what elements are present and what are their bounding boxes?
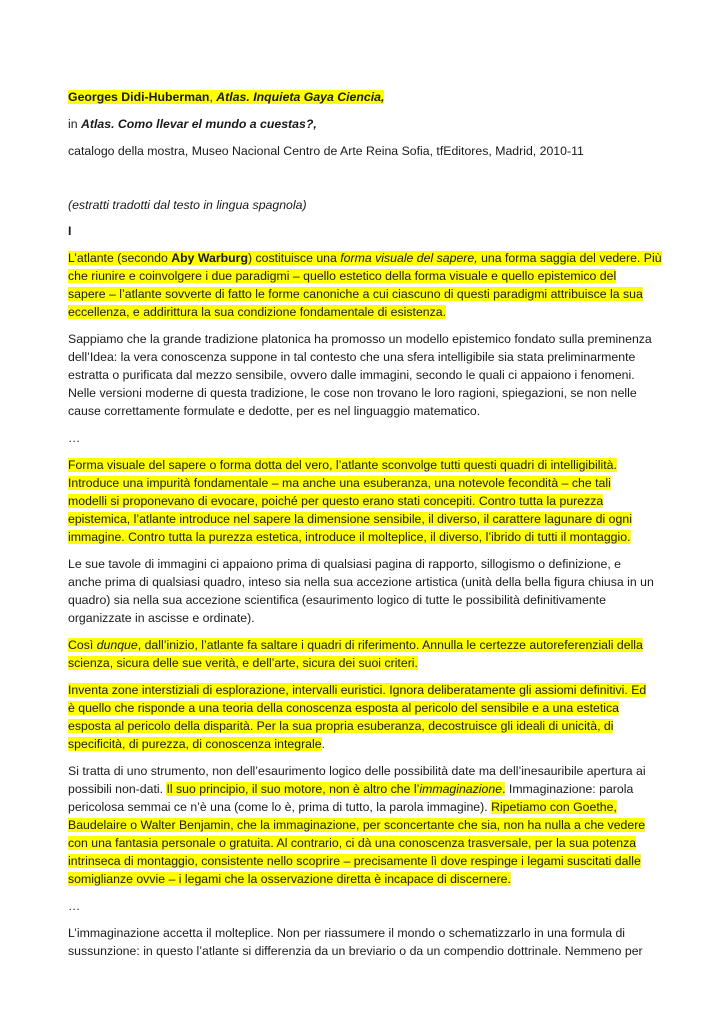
translation-note: (estratti tradotti dal testo in lingua spagnola) xyxy=(68,198,307,212)
citation-line: Georges Didi-Huberman, Atlas. Inquieta Gaya Ciencia, xyxy=(68,90,385,104)
catalog-line: catalogo della mostra, Museo Nacional Centro de Arte Reina Sofia, tfEditores, Madrid, 2010-11 xyxy=(68,144,584,158)
in-line: in Atlas. Como llevar el mundo a cuestas?, xyxy=(68,117,317,131)
ellipsis: … xyxy=(68,899,81,913)
collection-title: Atlas. Como llevar el mundo a cuestas?, xyxy=(81,117,317,131)
work-title: Atlas. Inquieta Gaya Ciencia, xyxy=(216,90,385,104)
ellipsis: … xyxy=(68,431,81,445)
author-name: Georges Didi-Huberman xyxy=(68,90,210,104)
document-page: Georges Didi-Huberman, Atlas. Inquieta Gaya Ciencia, in Atlas. Como llevar el mundo a cuestas?, catalogo della mostra, Museo Nacional Centro de Arte Reina Sofia, tfEditores, Madrid, 2010-11 (estratti tradotti dal testo in lingua spagnola) I L’atlante (secondo Aby Warburg) costituisce una forma visuale del sapere, una forma saggia del vedere. Più che riunire e coinvolgere i due paradigmi – quello estetico della forma visuale e quello epistemico del sapere – l’atlante sovverte di fatto le forme canoniche a cui ciascuno di questi paradigmi attribuisce la sua eccellenza, e addirittura la sua condizione fondamentale di esistenza. Sappiamo che la grande tradizione platonica ha promosso un modello epistemico fondato sulla preminenza dell’Idea: la vera conoscenza suppone in tal contesto che una sfera intelligibile sia stata preliminarmente estratta o purificata dal mezzo sensibile, ovvero dalle immagini, secondo le quali ci appaiono i fenomeni. Nelle versioni moderne di questa tradizione, le cose non trovano le loro ragioni, spiegazioni, se non nelle cause correttamente formulate e dedotte, per es nel linguaggio matematico. … Forma visuale del sapere o forma dotta del vero, l’atlante sconvolge tutti questi quadri di intelligibilità. Introduce una impurità fondamentale – ma anche una esuberanza, una notevole fecondità – che tali modelli si proponevano di evocare, poiché per questo erano stati concepiti. Contro tutta la purezza epistemica, l’atlante introduce nel sapere la dimensione sensibile, il diverso, il carattere lagunare di ogni immagine. Contro tutta la purezza estetica, introduce il molteplice, il diverso, l’ibrido di tutti il montaggio. Le sue tavole di immagini ci appaiono prima di qualsiasi pagina di rapporto, sillogismo o definizione, e anche prima di qualsiasi quadro, inteso sia nella sua accezione artistica (unità della bella figura chiusa in un quadro) sia nella sua accezione scientifica (esaurimento logico di tutte le possibilità definitivamente organizzate in ascisse e ordinate). Così dunque, dall’inizio, l’atlante fa saltare i quadri di riferimento. Annulla le certezze autoreferenziali della scienza, sicura delle sue verità, e dell’arte, sicura dei suoi criteri. Inventa zone interstiziali di esplorazione, intervalli euristici. Ignora deliberatamente gli assiomi definitivi. Ed è quello che risponde a una teoria della conoscenza esposta al pericolo del sensibile e a una estetica esposta al pericolo della disparità. Per la sua propria esuberanza, decostruisce gli ideali di unicità, di specificità, di purezza, di conoscenza integrale. Si tratta di uno strumento, non dell’esaurimento logico delle possibilità date ma dell’inesauribile apertura ai possibili non-dati. Il suo principio, il suo motore, non è altro che l’immaginazione. Immaginazione: parola pericolosa semmai ce n’è una (come lo è, prima di tutto, la parola immagine). Ripetiamo con Goethe, Baudelaire o Walter Benjamin, che la immaginazione, per sconcertante che sia, non ha nulla a che vedere con una fantasia personale o gratuita. Al contrario, ci dà una conoscenza trasversale, per la sua potenza intrinseca di montaggio, consistente nello scoprire – precisamente lì dove respinge i legami suscitati dalle somiglianze ovvie – i legami che la osservazione diretta è incapace di discernere. … L’immaginazione accetta il molteplice. Non per riassumere il mondo o schematizzarlo in una formula di sussunzione: in questo l’atlante si differenzia da un breviario o da un compendio dottrinale. Nemmeno per xyxy=(68,90,662,958)
aby-warburg: Aby Warburg xyxy=(171,251,248,265)
section-number: I xyxy=(68,224,72,238)
